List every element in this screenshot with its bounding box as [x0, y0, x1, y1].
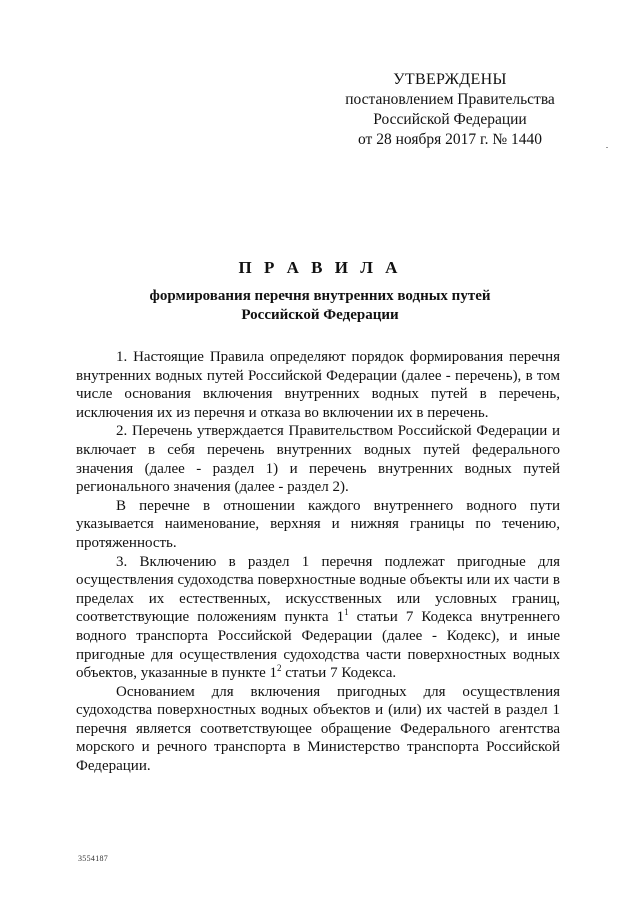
- paragraph-4: [76, 553, 560, 683]
- document-subtitle: [0, 287, 640, 325]
- paragraph-1: 1. Настоящие Правила определяют порядок формирования перечня внутренних водных путей Российской Федерации (далее - перечень), в том числе основания включения внутренних водных путей в перечень, исключения их из перечня и отказа во включении их в перечень.: [76, 349, 560, 421]
- approval-line-3: Российской Федерации: [373, 111, 527, 128]
- paragraph-4-part-1: 3. Включению в раздел 1 перечня подлежат пригодные для осуществления судоходства поверхностные водные объекты или их части в пределах их естественных, искусственных или условных границ, соответствующие положениям пункта 1: [76, 553, 560, 626]
- approval-block: [340, 70, 560, 150]
- footnote-superscript-2: 2: [276, 663, 282, 674]
- approval-line-2: постановлением Правительства: [345, 91, 555, 108]
- paragraph-5: Основанием для включения пригодных для осуществления судоходства поверхностных водных объектов и (или) их частей в раздел 1 перечня является соответствующее обращение Федерального агентства морского и речного транспорта в Министерство транспорта Российской Федерации.: [76, 683, 560, 775]
- paragraph-4-part-3: статьи 7 Кодекса.: [281, 665, 397, 682]
- document-code: 3554187: [78, 854, 109, 863]
- document-body: [76, 348, 560, 776]
- subtitle-line-1: формирования перечня внутренних водных путей: [149, 288, 491, 304]
- paragraph-3: В перечне в отношении каждого внутреннего водного пути указывается наименование, верхняя и нижняя границы по течению, протяженность.: [76, 497, 560, 551]
- footnote-superscript-1: 1: [344, 607, 349, 618]
- document-title: П Р А В И Л А: [238, 258, 402, 277]
- approval-heading: УТВЕРЖДЕНЫ: [393, 71, 507, 88]
- paragraph-4-part-2: статьи 7 Кодекса внутреннего водного транспорта Российской Федерации (далее - Кодекс), и иные пригодные для осуществления судоходства части поверхностных водных объектов, указанные в пункте 1: [76, 609, 560, 682]
- paragraph-2: 2. Перечень утверждается Правительством Российской Федерации и включает в себя перечень внутренних водных путей федерального значения (далее - раздел 1) и перечень внутренних водных путей регионального значения (далее - раздел 2).: [76, 423, 560, 496]
- scan-speck: [606, 147, 608, 148]
- subtitle-line-2: Российской Федерации: [241, 307, 399, 323]
- approval-line-4: от 28 ноября 2017 г. № 1440: [358, 131, 542, 148]
